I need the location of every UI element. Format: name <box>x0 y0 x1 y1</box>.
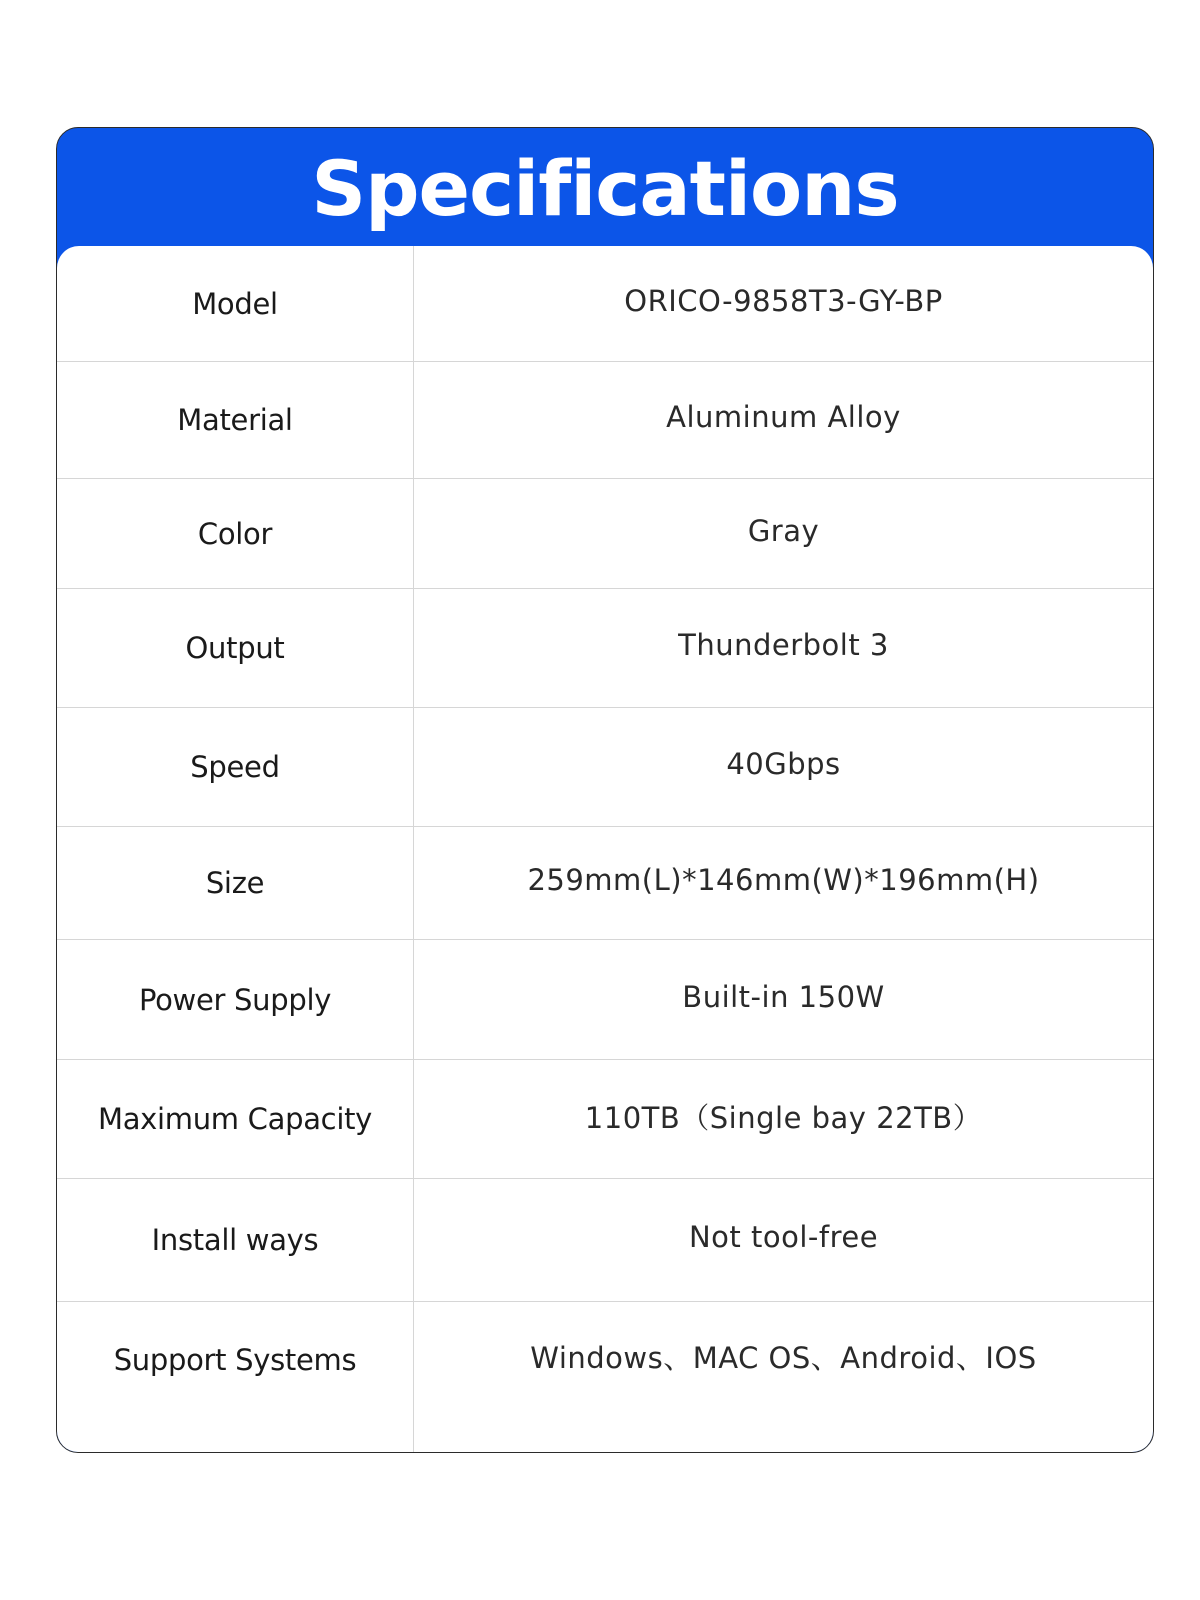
spec-value: Aluminum Alloy <box>666 400 901 434</box>
specifications-card <box>56 127 1154 1453</box>
spec-row-material <box>57 362 1153 479</box>
spec-label: Support Systems <box>113 1343 357 1377</box>
specifications-table <box>57 246 1153 1453</box>
spec-value: 259mm(L)*146mm(W)*196mm(H) <box>527 863 1040 897</box>
spec-label: Model <box>192 286 278 321</box>
spec-row-color <box>57 479 1153 589</box>
spec-value: 40Gbps <box>726 747 841 781</box>
spec-row-install-ways <box>57 1179 1153 1302</box>
spec-label: Power Supply <box>138 982 332 1017</box>
spec-label: Color <box>197 516 273 551</box>
specifications-header <box>57 128 1153 246</box>
spec-value: 110TB（Single bay 22TB） <box>584 1100 983 1135</box>
spec-label: Material <box>177 403 293 437</box>
spec-value: Thunderbolt 3 <box>678 628 889 662</box>
spec-value: Not tool-free <box>688 1220 879 1254</box>
spec-label: Output <box>185 631 285 665</box>
spec-row-speed <box>57 708 1153 827</box>
spec-row-maximum-capacity <box>57 1060 1153 1179</box>
page-title: Specifications <box>311 144 899 233</box>
spec-label: Size <box>205 866 265 900</box>
spec-row-output <box>57 589 1153 708</box>
spec-label: Maximum Capacity <box>97 1102 373 1136</box>
spec-value: Built-in 150W <box>682 979 885 1014</box>
spec-value: Windows、MAC OS、Android、IOS <box>530 1340 1037 1375</box>
spec-row-support-systems <box>57 1302 1153 1453</box>
spec-value: ORICO-9858T3-GY-BP <box>624 283 943 318</box>
spec-value: Gray <box>747 513 820 548</box>
spec-row-model <box>57 246 1153 362</box>
spec-row-power-supply <box>57 940 1153 1060</box>
spec-label: Install ways <box>151 1223 319 1257</box>
spec-label: Speed <box>190 750 280 784</box>
spec-row-size <box>57 827 1153 940</box>
